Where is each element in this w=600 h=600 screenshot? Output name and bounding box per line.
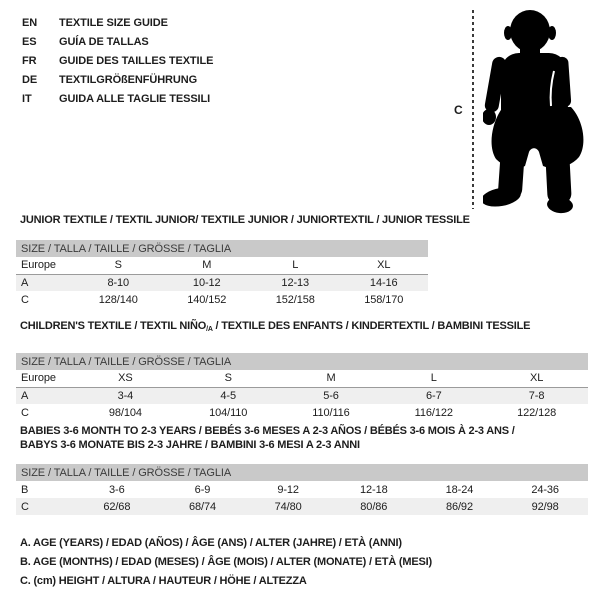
language-title-list (22, 14, 213, 109)
babies-table-title (16, 424, 588, 452)
babies-textile-section (16, 424, 588, 515)
value-cell: 116/122 (414, 406, 453, 419)
row-label: B (21, 483, 29, 496)
table-row-age (16, 274, 428, 291)
list-item (22, 90, 213, 109)
language-code: FR (22, 55, 37, 67)
height-measure-label: C (454, 103, 463, 117)
measurement-legend (20, 534, 432, 591)
table-row-height (16, 291, 428, 308)
value-cell: 7-8 (485, 387, 588, 404)
language-code: DE (22, 74, 38, 86)
row-label: C (16, 498, 74, 515)
table-row-months (16, 481, 588, 498)
value-cell: 104/110 (209, 406, 248, 419)
table-row-europe (16, 370, 588, 387)
value-cell: 3-4 (74, 387, 177, 404)
junior-size-table (16, 240, 428, 308)
row-label: C (21, 293, 29, 306)
size-cell: S (177, 370, 280, 387)
value-cell: 10-12 (163, 274, 252, 291)
list-item (22, 52, 213, 71)
value-cell: 92/98 (502, 498, 588, 515)
value-cell: 8-10 (74, 274, 163, 291)
value-cell: 24-36 (531, 483, 559, 496)
row-label: C (21, 406, 29, 419)
babies-title-line1: BABIES 3-6 MONTH TO 2-3 YEARS / BEBÉS 3-6 MESES A 2-3 AÑOS / BÉBÉS 3-6 MOIS À 2-3 ANS / (20, 425, 515, 437)
value-cell: 158/170 (364, 293, 404, 306)
value-cell: 86/92 (417, 498, 503, 515)
table-row-height (16, 498, 588, 515)
value-cell: 68/74 (160, 498, 246, 515)
value-cell: 18-24 (445, 483, 474, 496)
guide-title: GUIDE DES TAILLES TEXTILE (59, 55, 214, 67)
list-item (22, 71, 213, 90)
row-label: A (16, 387, 74, 404)
babies-size-table (16, 464, 588, 515)
toddler-silhouette-image (483, 9, 593, 214)
value-cell: 4-5 (177, 387, 280, 404)
guide-title: GUIDA ALLE TAGLIE TESSILI (59, 93, 211, 105)
legend-line-c: C. (cm) HEIGHT / ALTURA / HAUTEUR / HÖHE / ALTEZZA (20, 575, 307, 587)
language-code: EN (22, 17, 38, 29)
value-cell: 12-18 (359, 483, 388, 496)
size-header-bar: SIZE / TALLA / TAILLE / GRÖSSE / TAGLIA (16, 240, 428, 257)
title-text: CHILDREN'S TEXTILE / TEXTIL NIÑO (20, 320, 207, 332)
value-cell: 128/140 (98, 293, 138, 306)
guide-title: TEXTILGRÖßENFÜHRUNG (59, 74, 198, 86)
value-cell: 14-16 (340, 274, 429, 291)
value-cell: 62/68 (74, 498, 160, 515)
children-size-table (16, 353, 588, 421)
row-label: Europe (16, 257, 74, 274)
table-row-europe (16, 257, 428, 274)
legend-line-b: B. AGE (MONTHS) / EDAD (MESES) / ÂGE (MOIS) / ALTER (MONATE) / ETÀ (MESI) (20, 556, 432, 568)
size-cell: S (74, 257, 163, 274)
junior-textile-section (16, 213, 470, 308)
value-cell: 122/128 (517, 406, 557, 419)
title-text: / TEXTILE DES ENFANTS / KINDERTEXTIL / BAMBINI TESSILE (212, 320, 531, 332)
row-label: A (16, 274, 74, 291)
legend-line-a: A. AGE (YEARS) / EDAD (AÑOS) / ÂGE (ANS) / ALTER (JAHRE) / ETÀ (ANNI) (20, 537, 402, 549)
size-cell: L (251, 257, 340, 274)
value-cell: 6-9 (194, 483, 211, 496)
guide-title: GUÍA DE TALLAS (59, 36, 149, 48)
value-cell: 3-6 (109, 483, 125, 496)
size-cell: M (280, 370, 383, 387)
list-item (22, 14, 213, 33)
junior-table-title: JUNIOR TEXTILE / TEXTIL JUNIOR/ TEXTILE JUNIOR / JUNIORTEXTIL / JUNIOR TESSILE (20, 214, 470, 226)
value-cell: 80/86 (331, 498, 417, 515)
value-cell: 110/116 (312, 406, 350, 419)
language-code: IT (22, 93, 32, 105)
row-label: Europe (16, 370, 74, 387)
size-cell: XS (74, 370, 177, 387)
list-item (22, 33, 213, 52)
height-measure-dotted-line (472, 10, 474, 209)
babies-title-line2: BABYS 3-6 MONATE BIS 2-3 JAHRE / BAMBINI 3-6 MESI A 2-3 ANNI (20, 439, 360, 451)
table-row-age (16, 387, 588, 404)
size-cell: L (382, 370, 485, 387)
title-subscript: /A (206, 326, 213, 333)
value-cell: 9-12 (277, 483, 299, 496)
size-header-bar: SIZE / TALLA / TAILLE / GRÖSSE / TAGLIA (16, 464, 588, 481)
language-code: ES (22, 36, 37, 48)
size-cell: M (163, 257, 252, 274)
value-cell: 6-7 (382, 387, 485, 404)
value-cell: 98/104 (108, 406, 142, 419)
value-cell: 152/158 (275, 293, 315, 306)
value-cell: 74/80 (245, 498, 331, 515)
size-cell: XL (340, 257, 429, 274)
value-cell: 5-6 (280, 387, 383, 404)
value-cell: 140/152 (187, 293, 227, 306)
value-cell: 12-13 (251, 274, 340, 291)
size-header-bar: SIZE / TALLA / TAILLE / GRÖSSE / TAGLIA (16, 353, 588, 370)
children-table-title (16, 319, 588, 337)
size-cell: XL (485, 370, 588, 387)
guide-title: TEXTILE SIZE GUIDE (59, 17, 168, 29)
children-textile-section (16, 319, 588, 421)
table-row-height (16, 404, 588, 421)
